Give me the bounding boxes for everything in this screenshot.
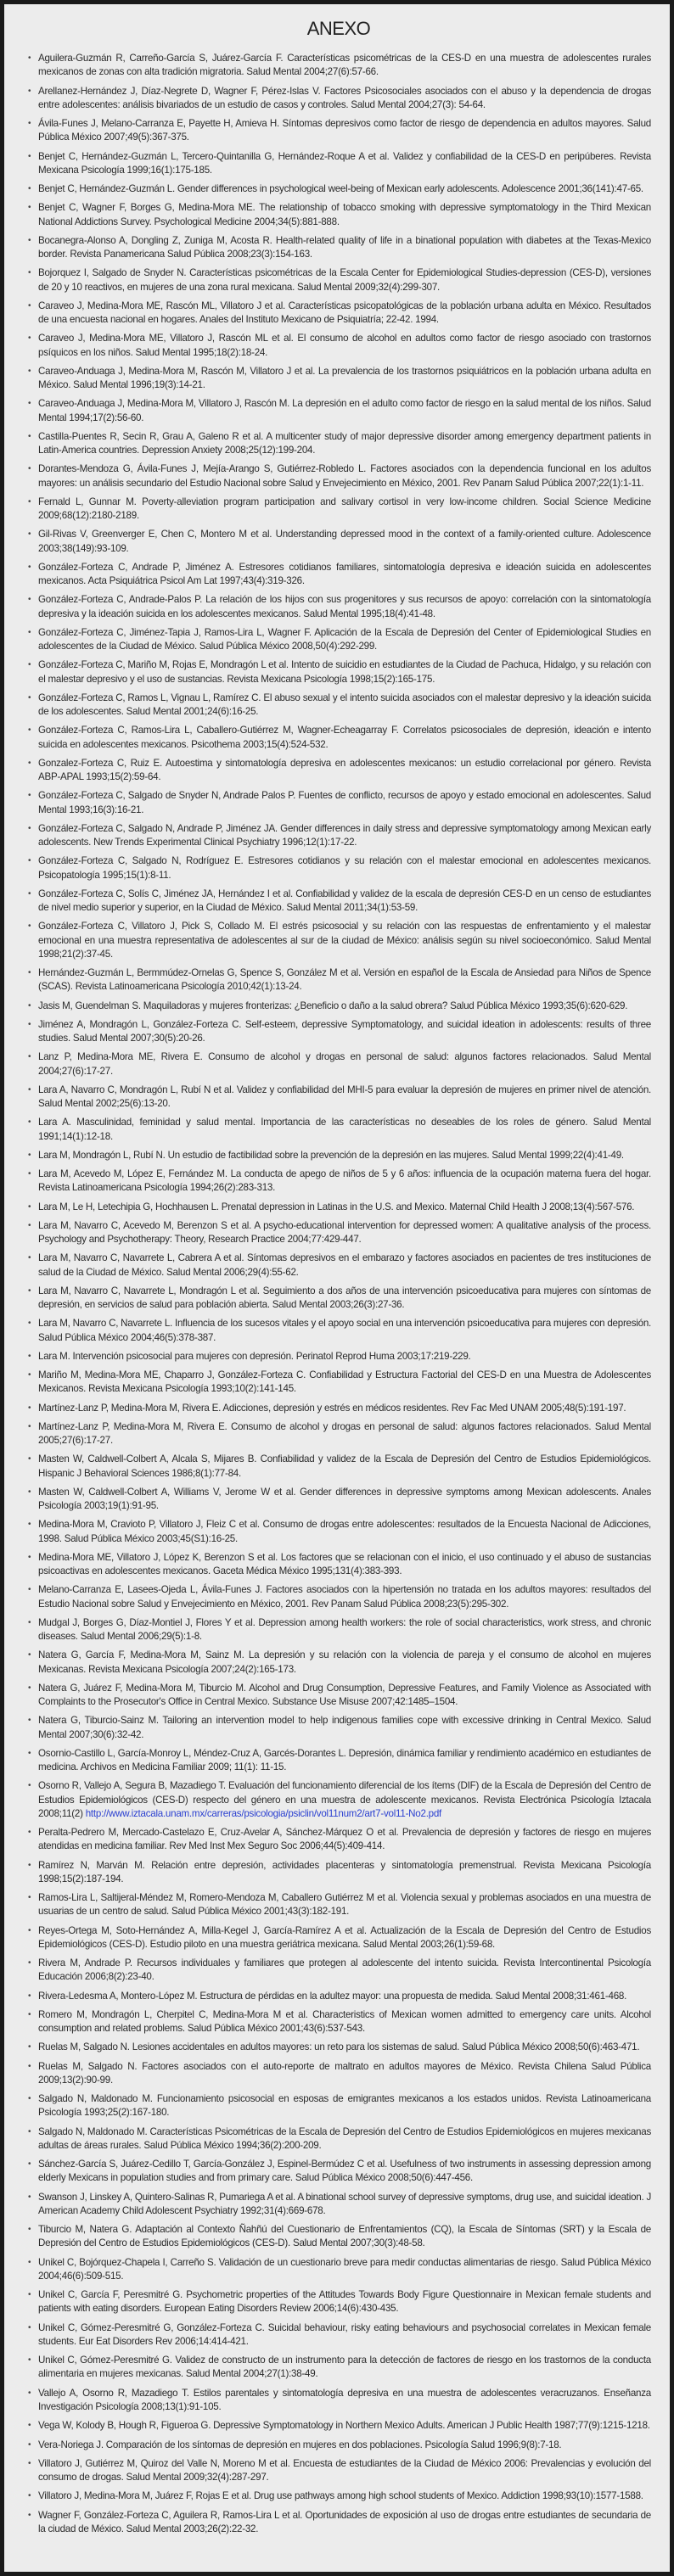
reference-item [26, 365, 651, 392]
reference-text: Caraveo J, Medina-Mora ME, Rascón ML, Villatoro J et al. Características psicopatológicas de la población urbana adulta en México. Resultados de una encuesta nacional en hogares. Anales del Instituto Mexicano de Psiquiatría; 22-42. 1994. [38, 300, 651, 325]
reference-item [26, 1747, 651, 1774]
reference-item [26, 2354, 651, 2381]
reference-item [26, 724, 651, 751]
reference-text: Jasis M, Guendelman S. Maquiladoras y mujeres fronterizas: ¿Beneficio o daño a la salud obrera? Salud Pública México 1993;35(6):620-629. [38, 1000, 628, 1011]
reference-item [26, 1551, 651, 1578]
reference-item [26, 1084, 651, 1111]
reference-item [26, 462, 651, 490]
reference-text: Martínez-Lanz P, Medina-Mora M, Rivera E. Consumo de alcohol y drogas en personal de salud: algunos factores relacionados. Salud Mental 2005;27(6):17-27. [38, 1420, 651, 1447]
reference-item [26, 2041, 651, 2054]
reference-text: Medina-Mora ME, Villatoro J, López K, Berenzon S et al. Los factores que se relacionan con el inicio, el uso continuado y el abuso de sustancias psicoactivas en adolescentes mexicanos. Gaceta Médica México 1995;131(4):383-393. [38, 1551, 651, 1577]
reference-item [26, 1649, 651, 1676]
reference-text: Benjet C, Hernández-Guzmán L, Tercero-Quintanilla G, Hernández-Roque A et al. Validez y confiabilidad de la CES-D en peripúberes. Revista Mexicana Psicología 1999;16(1):175-185. [38, 150, 651, 176]
reference-text: Mudgal J, Borges G, Díaz-Montiel J, Flores Y et al. Depression among health workers: the role of social characteristics, work stress, and chronic diseases. Salud Mental 2006;29(5):1-8. [38, 1616, 651, 1643]
reference-item [26, 1252, 651, 1279]
reference-text: Lanz P, Medina-Mora ME, Rivera E. Consumo de alcohol y drogas en personal de salud: algunos factores relacionados. Salud Mental 2004;27(6):17-27. [38, 1051, 651, 1077]
reference-item [26, 1486, 651, 1513]
reference-item [26, 789, 651, 816]
reference-item [26, 888, 651, 915]
reference-text: Unikel C, Gómez-Peresmitré G. Validez de constructo de un instrumento para la detección de factores de riesgo en los trastornos de la conducta alimentaria en mujeres mexicanas. Salud Mental 2004;27(1):38-49. [38, 2355, 651, 2380]
reference-item [26, 496, 651, 523]
reference-item [26, 266, 651, 294]
reference-item [26, 854, 651, 882]
reference-item [26, 2509, 651, 2536]
reference-item [26, 2191, 651, 2218]
reference-item [26, 1285, 651, 1312]
reference-text: Osorno R, Vallejo A, Segura B, Mazadiego T. Evaluación del funcionamiento diferencial de los ítems (DIF) de la Escala de Depresión del Centro de Estudios Epidemiológicos (CES-D) respecto del género en una muestra de adolescente mexicanos. Revista Electrónica Psicología Iztacala 2008;11(2) [38, 1780, 651, 1819]
reference-item [26, 1826, 651, 1853]
reference-text: Gonzalez-Forteza C, Ruiz E. Autoestima y sintomatología depresiva en adolescentes mexicanos: un estudio correlacional por género. Revista ABP-APAL 1993;15(2):59-64. [38, 757, 651, 782]
reference-text: Bocanegra-Alonso A, Dongling Z, Zuniga M, Acosta R. Health-related quality of life in a binational population with diabetes at the Texas-Mexico border. Revista Panamericana Salud Pública 2008;23(3):154-163. [38, 234, 651, 260]
reference-item [26, 2489, 651, 2503]
reference-text: Martínez-Lanz P, Medina-Mora M, Rivera E. Adicciones, depresión y estrés en médicos residentes. Rev Fac Med UNAM 2005;48(5):191-197. [38, 1402, 626, 1414]
reference-item [26, 1116, 651, 1143]
reference-text: Melano-Carranza E, Lasees-Ojeda L, Ávila-Funes J. Factores asociados con la hipertensión no tratada en los adultos mayores: resultados del Estudio Nacional sobre Salud y Envejecimiento en México, 2001. Rev Panam Salud Pública 2008;23(5):295-302. [38, 1584, 651, 1610]
reference-item [26, 2457, 651, 2484]
reference-item [26, 658, 651, 686]
reference-item [26, 1990, 651, 2003]
reference-item [26, 332, 651, 359]
reference-item [26, 1149, 651, 1162]
reference-text: Lara M, Acevedo M, López E, Fernández M. La conducta de apego de niños de 5 y 6 años: influencia de la ocupación materna fuera del hogar. Revista Latinoamericana Psicología 1994;26(2):283-313. [38, 1168, 651, 1194]
reference-text: Villatoro J, Gutiérrez M, Quiroz del Valle N, Moreno M et al. Encuesta de estudiantes de la Ciudad de México 2006: Prevalencias y evolución del consumo de drogas. Salud Mental 2009;32(4):287-297. [38, 2457, 651, 2484]
reference-item [26, 1402, 651, 1415]
reference-item [26, 1583, 651, 1610]
reference-item [26, 300, 651, 327]
reference-text: Unikel C, Bojórquez-Chapela I, Carreño S. Validación de un cuestionario breve para medir conductas alimentarias de riesgo. Salud Pública México 2004;46(6):509-515. [38, 2256, 651, 2282]
reference-text: González-Forteza C, Andrade-Palos P. La relación de los hijos con sus progenitores y sus recursos de apoyo: correlación con la sintomatología depresiva y la ideación suicida en los adolescentes mexicanos. Salud Mental 1995;18(4):41-48. [38, 594, 651, 619]
reference-text: Arellanez-Hernández J, Díaz-Negrete D, Wagner F, Pérez-Islas V. Factores Psicosociales asociados con el abuso y la dependencia de drogas entre adolescentes: análisis bivariados de un estudio de casos y controles. Salud Mental 2004;27(3): 54-64. [38, 85, 651, 110]
reference-text: Lara M, Navarro C, Acevedo M, Berenzon S et al. A psycho-educational intervention for depressed women: A qualitative analysis of the process. Psychology and Psychotherapy: Theory, Research Practice 2004;77:429-447. [38, 1219, 651, 1246]
reference-text: Jiménez A, Mondragón L, González-Forteza C. Self-esteem, depressive Symptomatology, and suicidal ideation in adolescents: results of three studies. Salud Mental 2007;30(5):20-26. [38, 1018, 651, 1044]
reference-item [26, 1018, 651, 1045]
reference-item [26, 1924, 651, 1952]
reference-text: Castilla-Puentes R, Secin R, Grau A, Galeno R et al. A multicenter study of major depressive disorder among emergency department patients in Latin-America countries. Depression Anxiety 2008;25(12):199-204. [38, 430, 651, 456]
reference-item [26, 2321, 651, 2349]
reference-text: González-Forteza C, Ramos L, Vignau L, Ramírez C. El abuso sexual y el intento suicida asociados con el malestar depresivo y la ideación suicida de los adolescentes. Salud Mental 2001;24(6):16-25. [38, 692, 651, 717]
reference-item [26, 528, 651, 555]
reference-text: Romero M, Mondragón L, Cherpitel C, Medina-Mora M et al. Characteristics of Mexican women admitted to emergency care units. Alcohol consumption and related problems. Salud Pública México 2001;43(6):537-543. [38, 2008, 651, 2035]
reference-item [26, 201, 651, 228]
reference-text: Bojorquez I, Salgado de Snyder N. Características psicométricas de la Escala Center for Epidemiological Studies-depression (CES-D), versiones de 20 y 10 reactivos, en mujeres de una zona rural mexicana. Salud Mental 2009;32(4):299-307. [38, 267, 651, 293]
reference-text: Lara M, Le H, Letechipia G, Hochhausen L. Prenatal depression in Latinas in the U.S. and Mexico. Maternal Child Health J 2008;13(4):567-576. [38, 1201, 635, 1212]
reference-item [26, 1518, 651, 1545]
reference-item [26, 1201, 651, 1214]
reference-text: Ramírez N, Marván M. Relación entre depresión, actividades placenteras y sintomatología premenstrual. Revista Mexicana Psicología 1998;15(2):187-194. [38, 1859, 651, 1884]
annex-title: ANEXO [306, 18, 371, 39]
reference-item [26, 1957, 651, 1984]
reference-item [26, 1168, 651, 1195]
reference-text: Lara M. Intervención psicosocial para mujeres con depresión. Perinatol Reprod Huma 2003;17:219-229. [38, 1350, 471, 1362]
reference-text: Dorantes-Mendoza G, Ávila-Funes J, Mejía-Arango S, Gutiérrez-Robledo L. Factores asociados con la dependencia funcional en los adultos mayores: un análisis secundario del Estudio Nacional sobre Salud y Envejecimiento en México, 2001. Rev Panam Salud Pública 2007;22(1):1-11. [38, 463, 651, 489]
reference-text: Natera G, Tiburcio-Sainz M. Tailoring an intervention model to help indigenous families cope with excessive drinking in Central Mexico. Salud Mental 2007;30(6):32-42. [38, 1715, 651, 1740]
reference-text: Salgado N, Maldonado M. Características Psicométricas de la Escala de Depresión del Centro de Estudios Epidemiológicos en mujeres mexicanas adultas de áreas rurales. Salud Pública México 1994;36(2):200-209. [38, 2125, 651, 2151]
reference-item [26, 2288, 651, 2316]
reference-text: Unikel C, Gómez-Peresmitré G, González-Forteza C. Suicidal behaviour, risky eating behaviours and psychosocial correlates in Mexican female students. Eur Eat Disorders Rev 2006;14:414-421. [38, 2321, 651, 2347]
reference-text: Swanson J, Linskey A, Quintero-Salinas R, Pumariega A et al. A binational school survey of depressive symptoms, drug use, and suicidal ideation. J American Academy Child Adolescent Psychiatry 1992;31(4):669-678. [38, 2191, 651, 2216]
reference-text: Unikel C, García F, Peresmitré G. Psychometric properties of the Attitudes Towards Body Figure Questionnaire in Mexican female students and patients with eating disorders. European Eating Disorders Review 2006;14(6):430-435. [38, 2289, 651, 2315]
reference-text: Sánchez-García S, Juárez-Cedillo T, García-González J, Espinel-Bermúdez C et al. Usefulness of two instruments in assessing depression among elderly Mexicans in population studies and from primary care. Salud Pública México 2008;50(6):447-456. [38, 2159, 651, 2184]
reference-text: Lara M, Navarro C, Navarrete L. Influencia de los sucesos vitales y el apoyo social en una intervención psicoeducativa para mujeres con depresión. Salud Pública México 2004;46(5):378-387. [38, 1318, 651, 1343]
reference-item [26, 692, 651, 719]
reference-text: Wagner F, González-Forteza C, Aguilera R, Ramos-Lira L et al. Oportunidades de exposición al uso de drogas entre estudiantes de secundaria de la ciudad de México. Salud Mental 2003;26(2):22-32. [38, 2509, 651, 2534]
reference-item [26, 52, 651, 79]
reference-text: Ruelas M, Salgado N. Factores asociados con el auto-reporte de maltrato en adultos mayores de México. Revista Chilena Salud Pública 2009;13(2):90-99. [38, 2060, 651, 2086]
reference-item [26, 182, 651, 196]
reference-text: Gil-Rivas V, Greenverger E, Chen C, Montero M et al. Understanding depressed mood in the context of a family-oriented culture. Adolescence 2003;38(149):93-109. [38, 529, 651, 554]
reference-text: Lara A. Masculinidad, feminidad y salud mental. Importancia de las características no deseables de los roles de género. Salud Mental 1991;14(1):12-18. [38, 1117, 651, 1142]
reference-item [26, 626, 651, 653]
reference-text: Lara A, Navarro C, Mondragón L, Rubí N et al. Validez y confiabilidad del MHI-5 para evaluar la depresión de mujeres en primer nivel de atención. Salud Mental 2002;25(6):13-20. [38, 1084, 651, 1109]
reference-text: Mariño M, Medina-Mora ME, Chaparro J, González-Forteza C. Confiabilidad y Estructura Factorial del CES-D en una Muestra de Adolescentes Mexicanos. Revista Mexicana Psicología 1993;10(2):141-145. [38, 1369, 651, 1395]
reference-text: Rivera-Ledesma A, Montero-López M. Estructura de pérdidas en la adultez mayor: una propuesta de medida. Salud Mental 2008;31:461-468. [38, 1990, 627, 2002]
reference-text: Fernald L, Gunnar M. Poverty-alleviation program participation and salivary cortisol in very low-income children. Social Science Medicine 2009;68(12):2180-2189. [38, 496, 651, 521]
reference-text: Vera-Noriega J. Comparación de los síntomas de depresión en mujeres en dos poblaciones. Psicología Salud 1996;9(8):7-18. [38, 2439, 562, 2450]
reference-text: Ávila-Funes J, Melano-Carranza E, Payette H, Amieva H. Síntomas depresivos como factor de riesgo de dependencia en adultos mayores. Salud Pública México 2007;49(5):367-375. [38, 118, 651, 143]
reference-item [26, 85, 651, 112]
reference-item [26, 1350, 651, 1364]
reference-item [26, 822, 651, 849]
reference-text: Hernández-Guzmán L, Bermmúdez-Ornelas G, Spence S, González M et al. Versión en español de la Escala de Ansiedad para Niños de Spence (SCAS). Revista Latinoamericana Psicología 2010;42(1):13-24. [38, 967, 651, 993]
reference-text: González-Forteza C, Salgado de Snyder N, Andrade Palos P. Fuentes de conflicto, recursos de apoyo y estado emocional en adolescentes. Salud Mental 1993;16(3):16-21. [38, 790, 651, 815]
reference-item [26, 2387, 651, 2414]
reference-item [26, 1682, 651, 1709]
reference-item [26, 1420, 651, 1448]
reference-text: Masten W, Caldwell-Colbert A, Williams V, Jerome W et al. Gender differences in depressive symptoms among Mexican adolescents. Anales Psicología 2003;19(1):91-95. [38, 1486, 651, 1512]
reference-text: Rivera M, Andrade P. Recursos individuales y familiares que protegen al adolescente del intento suicida. Revista Intercontinental Psicología Educación 2006;8(2):23-40. [38, 1957, 651, 1983]
reference-item [26, 593, 651, 620]
reference-text: Tiburcio M, Natera G. Adaptación al Contexto Ñahñú del Cuestionario de Enfrentamientos (CQ), la Escala de Síntomas (SRT) y la Escala de Depresión del Centro de Estudios Epidemiológicos (CES-D). Salud Mental 2007;30(3):48-58. [38, 2224, 651, 2249]
reference-text: González-Forteza C, Jiménez-Tapia J, Ramos-Lira L, Wagner F. Aplicación de la Escala de Depresión del Center of Epidemiological Studies en adolescentes de la Ciudad de México. Salud Pública México 2008,50(4):292-299. [38, 626, 651, 652]
reference-text: Reyes-Ortega M, Soto-Hernández A, Milla-Kegel J, García-Ramírez A et al. Actualización de la Escala de Depresión del Centro de Estudios Epidemiológicos (CES-D). Estudio piloto en una muestra geriátrica mexicana. Salud Mental 2003;26(1):59-68. [38, 1924, 651, 1950]
reference-item [26, 2223, 651, 2250]
reference-text: González-Forteza C, Andrade P, Jiménez A. Estresores cotidianos familiares, sintomatología depresiva e ideación suicida en adolescentes mexicanos. Acta Psiquiátrica Psicol Am Lat 1997;43(4):319-326. [38, 561, 651, 586]
reference-item [26, 117, 651, 144]
reference-text: Natera G, Juárez F, Medina-Mora M, Tiburcio M. Alcohol and Drug Consumption, Depressive Features, and Family Violence as Associated with Complaints to the Prosecutor's Office in Central Mexico. Substance Use Misuse 2007;42:1485–1504. [38, 1682, 651, 1708]
reference-text: Masten W, Caldwell-Colbert A, Alcala S, Mijares B. Confiabilidad y validez de la Escala de Depresión del Centro de Estudios Epidemiológicos. Hispanic J Behavioral Sciences 1986;8(1):77-84. [38, 1453, 651, 1479]
reference-item [26, 2256, 651, 2283]
reference-item [26, 1317, 651, 1344]
reference-text: Lara M, Navarro C, Navarrete L, Mondragón L et al. Seguimiento a dos años de una intervención psicoeducativa para mujeres con síntomas de depresión, en servicios de salud para población abierta. Salud Mental 2003;26(3):27-36. [38, 1285, 651, 1311]
reference-text: Ruelas M, Salgado N. Lesiones accidentales en adultos mayores: un reto para los sistemas de salud. Salud Pública México 2008;50(6):463-471. [38, 2041, 640, 2053]
reference-item [26, 1779, 651, 1821]
reference-item [26, 150, 651, 177]
reference-item [26, 2092, 651, 2120]
reference-item [26, 2060, 651, 2087]
reference-text: Natera G, García F, Medina-Mora M, Sainz M. La depresión y su relación con la violencia de pareja y el consumo de alcohol en mujeres Mexicanas. Revista Mexicana Psicología 2007;24(2):165-173. [38, 1649, 651, 1675]
reference-text: Caraveo-Anduaga J, Medina-Mora M, Villatoro J, Rascón M. La depresión en el adulto como factor de riesgo en la salud mental de los niños. Salud Mental 1994;17(2):56-60. [38, 398, 651, 423]
reference-text: Peralta-Pedrero M, Mercado-Castelazo E, Cruz-Avelar A, Sánchez-Márquez O et al. Prevalencia de depresión y factores de riesgo en mujeres atendidas en medicina familiar. Rev Med Inst Mex Seguro Soc 2006;44(5):409-414. [38, 1827, 651, 1852]
reference-text: Lara M, Mondragón L, Rubí N. Un estudio de factibilidad sobre la prevención de la depresión en las mujeres. Salud Mental 1999;22(4):41-49. [38, 1149, 624, 1161]
reference-text: Benjet C, Wagner F, Borges G, Medina-Mora ME. The relationship of tobacco smoking with depressive symptomatology in the Third Mexican National Addictions Survey. Psychological Medicine 2004;34(5):881-888. [38, 202, 651, 227]
reference-text: González-Forteza C, Mariño M, Rojas E, Mondragón L et al. Intento de suicidio en estudiantes de la Ciudad de Pachuca, Hidalgo, y su relación con el malestar depresivo y el uso de sustancias. Revista Mexicana Psicología 1998;15(2):165-175. [38, 659, 651, 685]
reference-item [26, 2439, 651, 2452]
reference-item [26, 561, 651, 588]
reference-text: Lara M, Navarro C, Navarrete L, Cabrera A et al. Síntomas depresivos en el embarazo y factores asociados en pacientes de tres instituciones de salud de la Ciudad de México. Salud Mental 2006;29(4):55-62. [38, 1252, 651, 1278]
reference-item [26, 920, 651, 961]
reference-text: González-Forteza C, Villatoro J, Pick S, Collado M. El estrés psicosocial y su relación con las respuestas de enfrentamiento y el malestar emocional en una muestra representativa de adolescentes al sur de la ciudad de México: análisis según su nivel socioeconómico. Salud Mental 1998;21(2):37-45. [38, 921, 651, 960]
reference-text: González-Forteza C, Ramos-Lira L, Caballero-Gutiérrez M, Wagner-Echeagarray F. Correlatos psicosociales de depresión, ideación e intento suicida en adolescentes mexicanos. Psicothema 2003;15(4):524-532. [38, 725, 651, 750]
reference-item [26, 1714, 651, 1741]
reference-list [26, 52, 651, 2536]
reference-text: González-Forteza C, Salgado N, Rodríguez E. Estresores cotidianos y su relación con el malestar emocional en adolescentes mexicanos. Psicopatología 1995;15(1):8-11. [38, 855, 651, 881]
reference-item [26, 1616, 651, 1644]
reference-text: Villatoro J, Medina-Mora M, Juárez F, Rojas E et al. Drug use pathways among high school students of Mexico. Addiction 1998;93(10):1577-1588. [38, 2490, 643, 2502]
reference-item [26, 757, 651, 784]
reference-item [26, 1050, 651, 1078]
reference-text: Osornio-Castillo L, García-Monroy L, Méndez-Cruz A, Garcés-Dorantes L. Depresión, dinámica familiar y rendimiento académico en estudiantes de medicina. Archivos en Medicina Familiar 2009; 11(1): 11-15. [38, 1747, 651, 1773]
reference-item [26, 234, 651, 261]
reference-text: Caraveo-Anduaga J, Medina-Mora M, Rascón M, Villatoro J et al. La prevalencia de los trastornos psiquiátricos en la población urbana adulta en México. Salud Mental 1996;19(3):14-21. [38, 365, 651, 390]
reference-item [26, 1219, 651, 1246]
reference-item [26, 1000, 651, 1013]
reference-item [26, 966, 651, 994]
reference-item [26, 2008, 651, 2036]
reference-text: Aguilera-Guzmán R, Carreño-García S, Juárez-García F. Características psicométricas de la CES-D en una muestra de adolescentes rurales mexicanos de zonas con alta tradición migratoria. Salud Mental 2004;27(6):57-66. [38, 53, 651, 78]
reference-text: Vallejo A, Osorno R, Mazadiego T. Estilos parentales y sintomatología depresiva en una muestra de adolescentes veracruzanos. Enseñanza Investigación Psicología 2008;13(1):91-105. [38, 2387, 651, 2412]
reference-text: González-Forteza C, Salgado N, Andrade P, Jiménez JA. Gender differences in daily stress and depressive symptomatology among Mexican early adolescents. New Trends Experimental Clinical Psychiatry 1996;12(1):17-22. [38, 822, 651, 848]
reference-text: Caraveo J, Medina-Mora ME, Villatoro J, Rascón ML et al. El consumo de alcohol en adultos como factor de riesgo asociado con trastornos psíquicos en los niños. Salud Mental 1995;18(2):18-24. [38, 333, 651, 358]
reference-item [26, 397, 651, 424]
reference-text: Vega W, Kolody B, Hough R, Figueroa G. Depressive Symptomatology in Northern Mexico Adults. American J Public Health 1987;77(9):1215-1218. [38, 2420, 650, 2432]
reference-item [26, 1859, 651, 1886]
reference-text: Medina-Mora M, Cravioto P, Villatoro J, Fleiz C et al. Consumo de drogas entre adolescentes: resultados de la Encuesta Nacional de Adicciones, 1998. Salud Pública México 2003;45(S1):16-25. [38, 1519, 651, 1544]
reference-item [26, 2419, 651, 2433]
reference-item [26, 1891, 651, 1918]
reference-text: Salgado N, Maldonado M. Funcionamiento psicosocial en esposas de emigrantes mexicanos a los estados unidos. Revista Latinoamericana Psicología 1993;25(2):167-180. [38, 2093, 651, 2119]
reference-item [26, 430, 651, 457]
reference-item [26, 2125, 651, 2153]
reference-url-link[interactable]: http://www.iztacala.unam.mx/carreras/psicologia/psiclin/vol11num2/art7-vol11-No2.pdf [85, 1807, 442, 1819]
reference-text: Benjet C, Hernández-Guzmán L. Gender differences in psychological weel-being of Mexican early adolescents. Adolescence 2001;36(141):47-65. [38, 183, 643, 194]
reference-item [26, 1453, 651, 1480]
reference-text: González-Forteza C, Solís C, Jiménez JA, Hernández I et al. Confiabilidad y validez de la escala de depresión CES-D en un censo de estudiantes de nivel medio superior y superior, en la Ciudad de México. Salud Mental 2011;34(1):53-59. [38, 888, 651, 913]
reference-item [26, 2158, 651, 2185]
reference-item [26, 1369, 651, 1396]
reference-text: Ramos-Lira L, Saltijeral-Méndez M, Romero-Mendoza M, Caballero Gutiérrez M et al. Violencia sexual y problemas asociados en una muestra de usuarias de un centro de salud. Salud Pública México 2001;43(3):182-191. [38, 1892, 651, 1918]
